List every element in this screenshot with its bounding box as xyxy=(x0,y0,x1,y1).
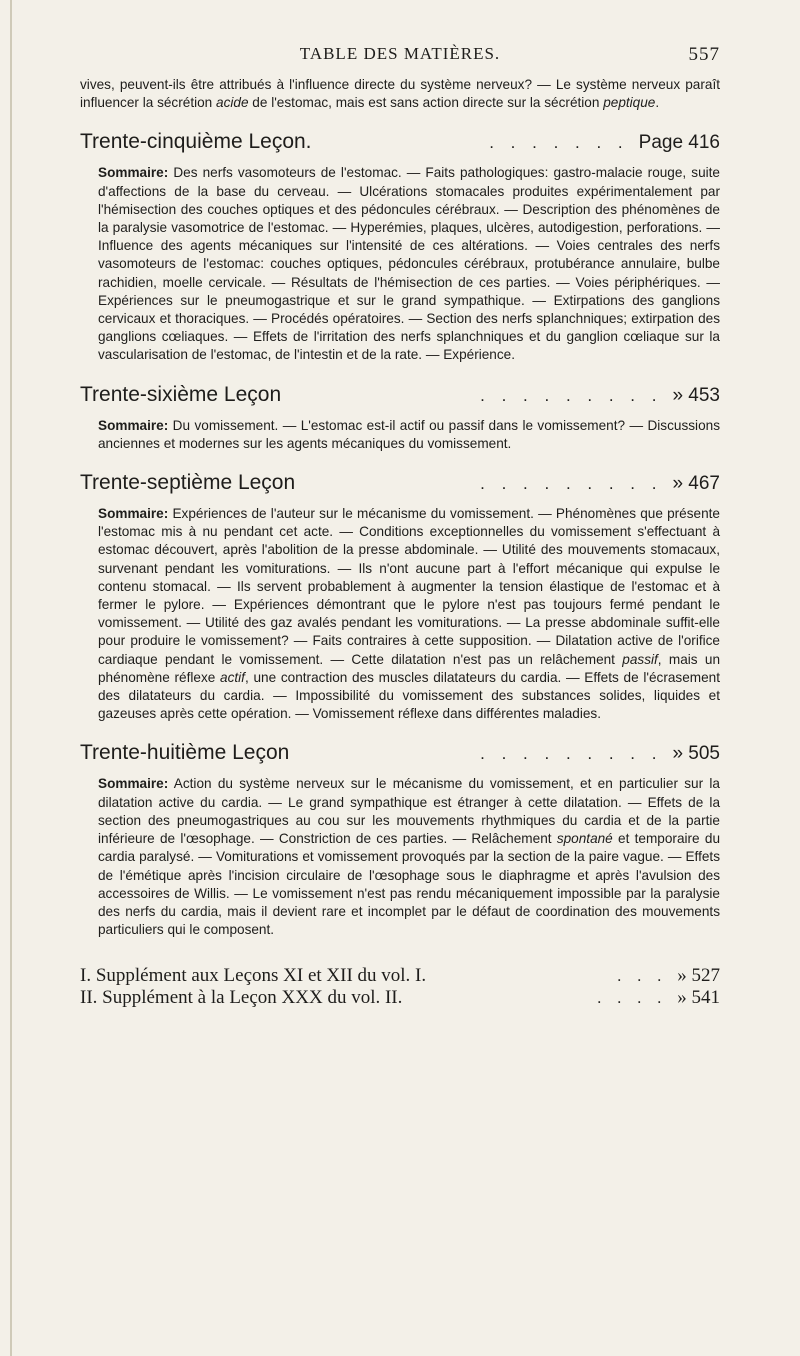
lesson-page: » 453 xyxy=(672,384,720,406)
lesson-summary-36 xyxy=(98,417,720,453)
lesson-page: » 505 xyxy=(672,743,720,765)
summary-text: Action du système nerveux sur le mécanisme du vomissement, et en particulier sur la dilatation active du cardia. — Le grand sympathique est étranger à cette dilatation. — Effets de la section des pneumogastriques au cou sur les mouvements rhythmiques du cardia et de la partie inférieure de l'œsophage. — Constriction de ces parties. — Relâchement xyxy=(98,776,720,847)
summary-italic: spontané xyxy=(556,831,613,847)
lesson-title: Trente-septième Leçon xyxy=(80,471,296,495)
summary-text: Expériences de l'auteur sur le mécanisme du vomissement. — Phénomènes que présente l'estomac mis à nu pendant cet acte. — Conditions exceptionnelles du vomissement s'effectuant à estomac découvert, après l'abolition de la presse abdominale. — Utilité des mouvements stomacaux, survenant pendant les vomiturations. — Ils n'ont aucune part à l'effort mécanique qui expulse le contenu stomacal. — Ils servent probablement à augmenter la tension élastique de l'estomac et à fermer le pylore. — Expériences démontrant que le pylore n'est pas toujours fermé pendant le vomissement. — Utilité des gaz avalés pendant les vomiturations. — La presse abdominale suffit-elle pour produire le vomissement? — Faits contraires à cette supposition. — Dilatation active de l'orifice cardiaque pendant le vomissement. — Cette dilatation n'est pas un relâchement xyxy=(98,506,720,667)
intro-italic: peptique xyxy=(603,95,656,111)
supplement-entry-1 xyxy=(80,965,720,987)
intro-text: vives, peuvent-ils être attribués à l'influence directe du système nerveux? — Le système nerveux paraît influencer la sécrétion xyxy=(80,77,720,111)
header-title: TABLE DES MATIÈRES. xyxy=(299,44,501,63)
lesson-heading-38 xyxy=(80,741,720,765)
lesson-title: Trente-cinquième Leçon. xyxy=(80,130,312,154)
supplement-entry-2 xyxy=(80,987,720,1009)
summary-text: , mais un phénomène réflexe xyxy=(98,651,721,685)
page-edge-shadow xyxy=(10,0,12,1356)
lesson-summary-37 xyxy=(98,505,720,723)
leader-dots: . . . . . . . . . xyxy=(480,385,663,405)
summary-text: Du vomissement. — L'estomac est-il actif ou passif dans le vomissement? — Discussions anciennes et modernes sur les agents mécaniques du vomissement. xyxy=(98,417,720,451)
header-page-number: 557 xyxy=(688,44,720,65)
leader-dots: . . . . . . . xyxy=(489,133,629,153)
lesson-title: Trente-huitième Leçon xyxy=(80,741,290,765)
lesson-summary-38 xyxy=(98,775,720,939)
intro-paragraph xyxy=(80,76,720,112)
leader-dots: . . . . . . . . . xyxy=(480,474,663,494)
summary-label: Sommaire: xyxy=(98,506,169,522)
summary-label: Sommaire: xyxy=(98,417,169,433)
leader-dots: . . . xyxy=(617,968,668,986)
supplement-title: I. Supplément aux Leçons XI et XII du vol. I. xyxy=(80,965,427,987)
supplements xyxy=(80,965,720,1009)
lesson-heading-37 xyxy=(80,471,720,495)
summary-text: , une contraction des muscles dilatateurs du cardia. — Effets de l'écrasement des dilatateurs du cardia. — Impossibilité du vomissement des substances solides, liquides et gazeuses après cette opération. — Vomissement réflexe dans différentes maladies. xyxy=(98,669,720,722)
intro-text: . xyxy=(655,95,660,111)
supplement-page: » 541 xyxy=(677,987,720,1009)
summary-text: et temporaire du cardia paralysé. — Vomiturations et vomissement provoqués par la section de la paire vague. — Effets de l'émétique après l'incision circulaire de l'œsophage sous le diaphragme et après l'avulsion des accessoires de Willis. — Le vomissement n'est pas rendu mécaniquement impossible par la paralysie des nerfs du cardia, mais il devient rare et incomplet par le défaut de coordination des mouvements particuliers qui le composent. xyxy=(98,831,720,938)
lesson-page: Page 416 xyxy=(638,132,720,154)
table-of-contents xyxy=(80,76,720,1009)
lesson-heading-36 xyxy=(80,383,720,407)
lesson-title: Trente-sixième Leçon xyxy=(80,382,282,406)
leader-dots: . . . . . . . . . xyxy=(480,744,663,764)
summary-label: Sommaire: xyxy=(98,776,169,792)
summary-italic: passif xyxy=(622,651,658,667)
lesson-heading-35 xyxy=(80,130,720,154)
running-header xyxy=(80,44,720,68)
lesson-page: » 467 xyxy=(672,473,720,495)
summary-label: Sommaire: xyxy=(98,165,169,181)
leader-dots: . . . . xyxy=(597,990,668,1008)
supplement-page: » 527 xyxy=(677,965,720,987)
lesson-summary-35 xyxy=(98,164,720,364)
summary-text: Des nerfs vasomoteurs de l'estomac. — Faits pathologiques: gastro-malacie rouge, suite d'affections de la base du cerveau. — Ulcérations stomacales produites expérimentalement par l'hémisection des couches optiques et des pédoncules cérébraux. — Description des phénomènes de la paralysie vasomotrice de l'estomac. — Hyperémies, plaques, ulcères, autodigestion, perforations. — Influence des agents mécaniques sur l'intensité de ces altérations. — Voies centrales des nerfs vasomoteurs de l'estomac: couches optiques, pédoncules cérébraux, protubérance annulaire, bulbe rachidien, moelle cervicale. — Résultats de l'hémisection de ces parties. — Voies périphériques. — Expériences sur le pneumogastrique et sur le grand sympathique. — Extirpations des ganglions cervicaux et thoraciques. — Procédés opératoires. — Section des nerfs splanchniques; extirpation des ganglions cœliaques. — Effets de l'irritation des nerfs splanchniques et du ganglion cœliaque sur la vascularisation de l'estomac, de l'intestin et de la rate. — Expérience. xyxy=(98,165,720,363)
intro-italic: acide xyxy=(216,95,249,111)
summary-italic: actif xyxy=(220,669,245,685)
supplement-title: II. Supplément à la Leçon XXX du vol. II. xyxy=(80,987,403,1009)
intro-text: de l'estomac, mais est sans action directe sur la sécrétion xyxy=(248,95,604,111)
